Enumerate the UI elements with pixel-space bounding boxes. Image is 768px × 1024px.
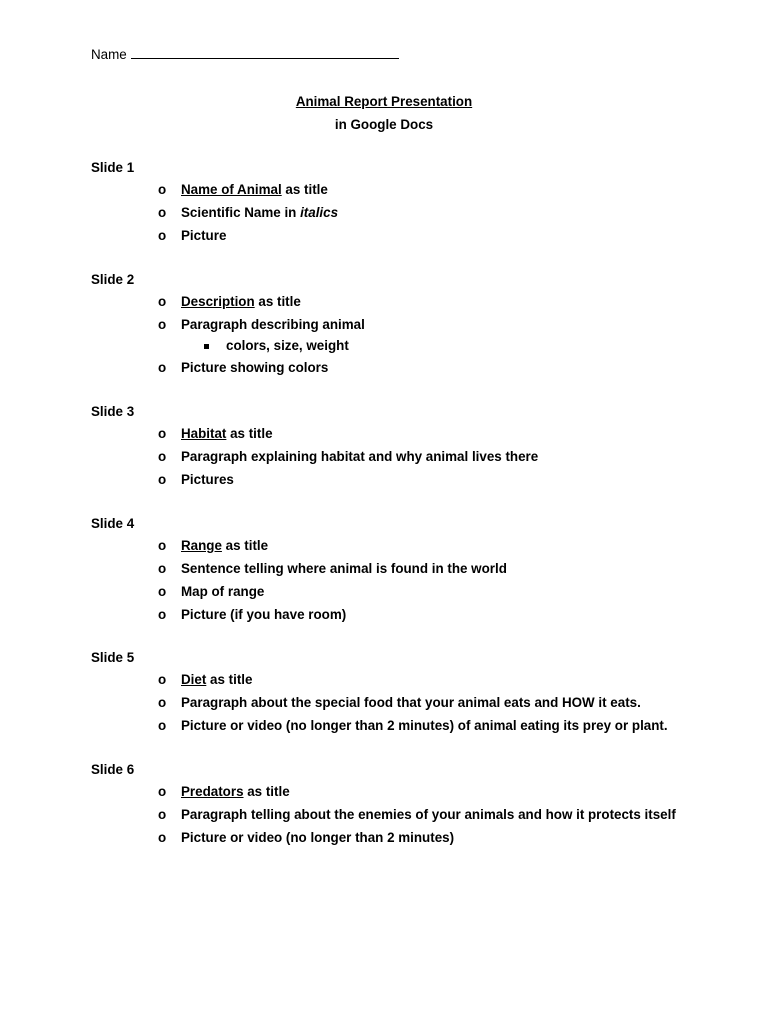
list-item: Pictures <box>181 472 234 487</box>
list-item: Habitat as title <box>181 426 273 441</box>
bullet-icon: o <box>158 561 167 576</box>
list-item: Description as title <box>181 294 301 309</box>
list-item: Map of range <box>181 584 265 599</box>
list-item: Range as title <box>181 538 269 553</box>
name-blank-line <box>131 46 399 59</box>
list-item: Scientific Name in italics <box>181 205 339 220</box>
slide-2-label: Slide 2 <box>91 272 135 287</box>
name-field <box>91 46 399 62</box>
bullet-icon: o <box>158 718 167 733</box>
list-item: Paragraph explaining habitat and why animal lives there <box>181 449 539 464</box>
list-item: Picture <box>181 228 227 243</box>
bullet-icon: o <box>158 317 167 332</box>
list-item: Paragraph about the special food that your animal eats and HOW it eats. <box>181 695 641 710</box>
name-label: Name <box>91 47 127 62</box>
list-item: Name of Animal as title <box>181 182 328 197</box>
list-item: Paragraph describing animal <box>181 317 365 332</box>
bullet-icon: o <box>158 784 167 799</box>
bullet-icon: o <box>158 228 167 243</box>
bullet-icon: o <box>158 607 167 622</box>
slide-4-label: Slide 4 <box>91 516 135 531</box>
bullet-icon: o <box>158 182 167 197</box>
list-item: Picture (if you have room) <box>181 607 347 622</box>
bullet-icon: o <box>158 205 167 220</box>
list-item: Sentence telling where animal is found in the world <box>181 561 507 576</box>
list-item: Predators as title <box>181 784 290 799</box>
bullet-icon: o <box>158 538 167 553</box>
square-bullet-icon <box>204 344 209 349</box>
list-item: Picture or video (no longer than 2 minutes) <box>181 830 455 845</box>
slide-3-label: Slide 3 <box>91 404 135 419</box>
document-subtitle: in Google Docs <box>334 117 434 132</box>
bullet-icon: o <box>158 807 167 822</box>
sub-list-item: colors, size, weight <box>226 338 349 353</box>
bullet-icon: o <box>158 449 167 464</box>
bullet-icon: o <box>158 672 167 687</box>
list-item: Paragraph telling about the enemies of your animals and how it protects itself <box>181 807 676 822</box>
document-title: Animal Report Presentation <box>295 94 473 109</box>
bullet-icon: o <box>158 695 167 710</box>
bullet-icon: o <box>158 472 167 487</box>
slide-1-label: Slide 1 <box>91 160 135 175</box>
bullet-icon: o <box>158 294 167 309</box>
list-item: Diet as title <box>181 672 253 687</box>
slide-5-label: Slide 5 <box>91 650 135 665</box>
bullet-icon: o <box>158 360 167 375</box>
bullet-icon: o <box>158 830 167 845</box>
list-item: Picture showing colors <box>181 360 329 375</box>
list-item: Picture or video (no longer than 2 minutes) of animal eating its prey or plant. <box>181 718 668 733</box>
slide-6-label: Slide 6 <box>91 762 135 777</box>
bullet-icon: o <box>158 584 167 599</box>
bullet-icon: o <box>158 426 167 441</box>
